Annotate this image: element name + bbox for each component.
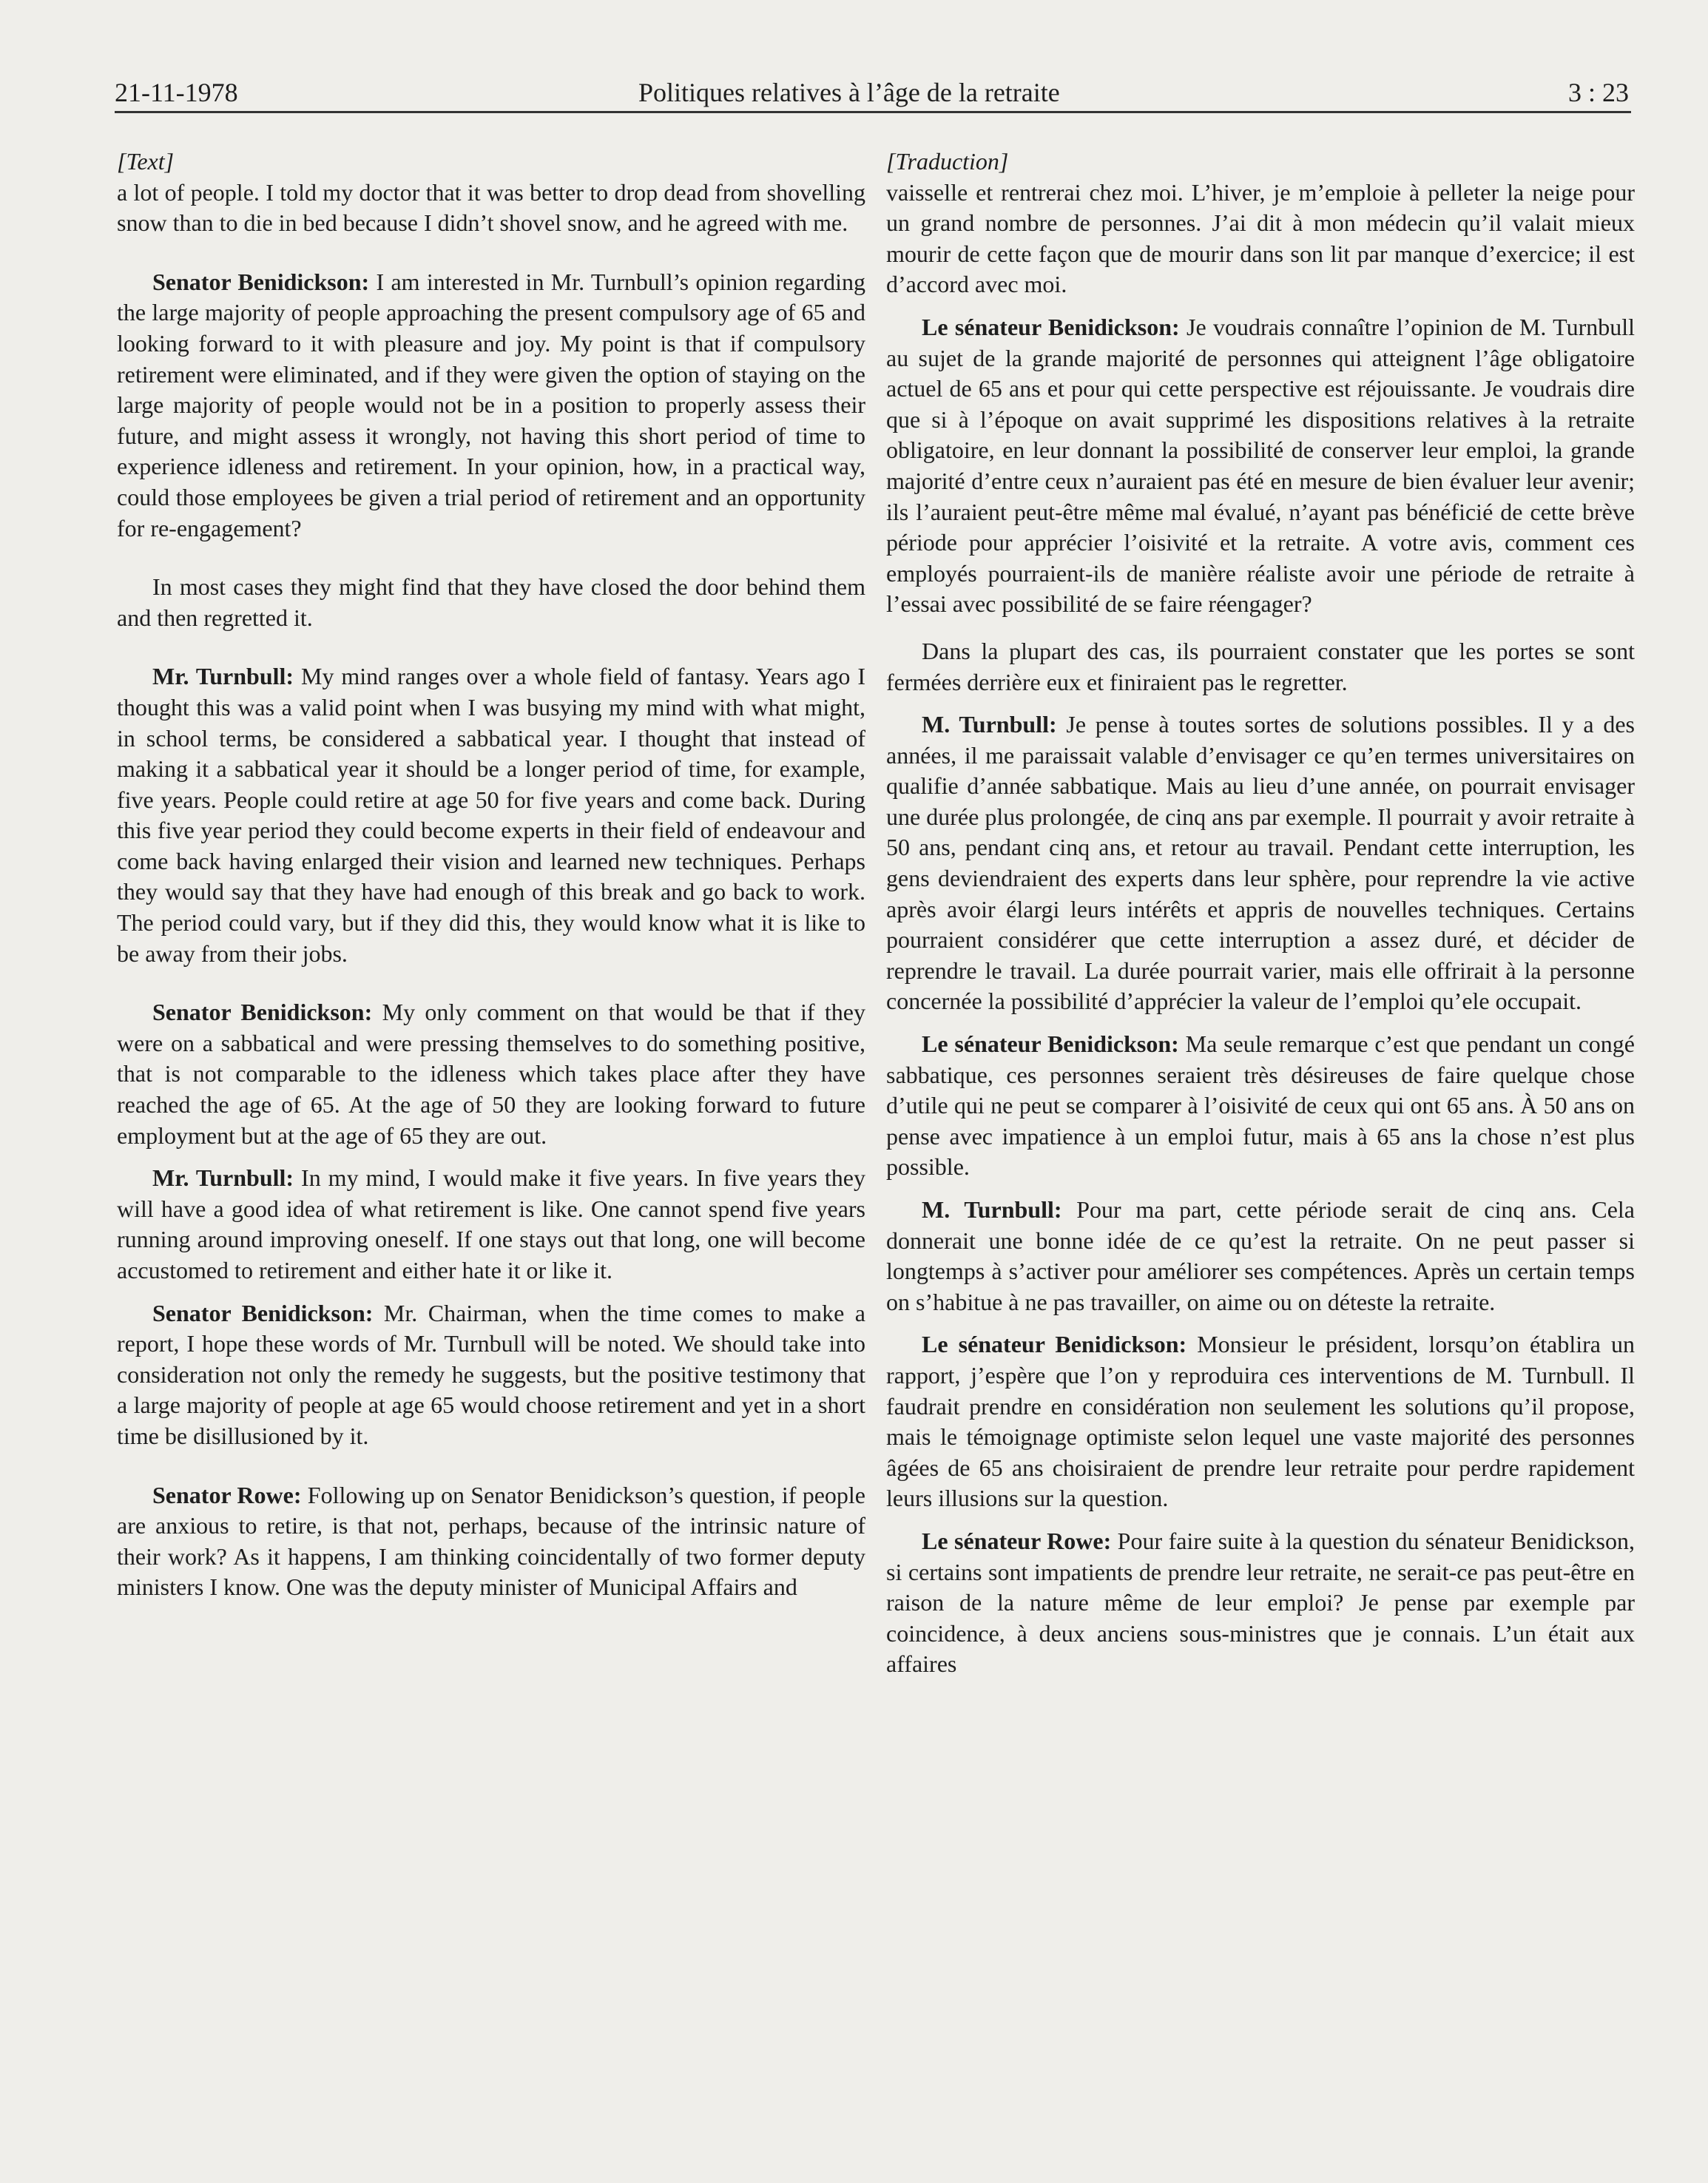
section-label-text: [Text] bbox=[117, 148, 175, 175]
paragraph: Le sénateur Benidickson: Monsieur le président, lorsqu’on établira un rapport, j’espère que l’on y reproduira ces interventions de M. Turnbull. Il faudrait prendre en considération non seulement les solutions qu’il propose, mais le témoignage optimiste selon lequel une vaste majorité des personnes âgées de 65 ans choisiraient de prendre leur retraite pour perdre rapidement leurs illusions sur la question. bbox=[886, 1331, 1635, 1512]
speaker-name: Senator Benidickson: bbox=[152, 1299, 374, 1326]
speaker-name: M. Turnbull: bbox=[922, 1196, 1062, 1223]
paragraph: Senator Benidickson: My only comment on that would be that if they were on a sabbatical and were pressing themselves to do something positive, that is not comparable to the idleness which takes place after they have reached the age of 65. At the age of 50 they are looking forward to future employment but at the age of 65 they are out. bbox=[117, 999, 866, 1149]
paragraph: Le sénateur Rowe: Pour faire suite à la question du sénateur Benidickson, si certains sont impatients de prendre leur retraite, ne serait-ce pas peut-être en raison de la nature même de leur emploi? Je pense par exemple par coincidence, à deux anciens sous-ministres que je connais. L’un était aux affaires bbox=[886, 1527, 1635, 1678]
speaker-name: Senator Benidickson: bbox=[152, 268, 370, 295]
paragraph: vaisselle et rentrerai chez moi. L’hiver, je m’emploie à pelleter la neige pour un grand nombre de personnes. J’ai dit à mon médecin qu’il valait mieux mourir de cette façon que de mourir dans son lit par manque d’exercice; il est d’accord avec moi. bbox=[886, 178, 1635, 298]
header-date: 21-11-1978 bbox=[115, 78, 238, 107]
section-label-text: [Traduction] bbox=[886, 148, 1009, 175]
speaker-name: Le sénateur Benidickson: bbox=[922, 1331, 1187, 1358]
paragraph: Le sénateur Benidickson: Je voudrais connaître l’opinion de M. Turnbull au sujet de la grande majorité de personnes qui atteignent l’âge obligatoire actuel de 65 ans et pour qui cette perspective est réjouissante. Je voudrais dire que si à l’époque on avait supprimé les dispositions relatives à la retraite obligatoire, en leur donnant la possibilité de conserver leur emploi, la grande majorité d’entre ceux n’auraient pas été en mesure de bien évaluer leur avenir; ils l’auraient peut-être même mal évalué, n’ayant pas bénéficié de cette brève période pour apprécier l’oisivité et la retraite. A votre avis, comment ces employés pourraient-ils de manière réaliste avoir une période de retraite à l’essai avec possibilité de se faire réengager? bbox=[886, 313, 1636, 618]
paragraph: Mr. Turnbull: My mind ranges over a whole field of fantasy. Years ago I thought this was a valid point when I was busying my mind with what might, in school terms, be considered a sabbatical year. I thought that instead of making it a sabbatical year it should be a longer period of time, for example, five years. People could retire at age 50 for five years and come back. During this five year period they could become experts in their field of endeavour and come back having enlarged their vision and learned new techniques. Perhaps they would say that they have had enough of this break and go back to work. The period could vary, but if they did this, they would know what it is like to be away from their jobs. bbox=[117, 663, 866, 967]
paragraph: Dans la plupart des cas, ils pourraient constater que les portes se sont fermées derrière eux et finiraient pas le regretter. bbox=[886, 637, 1635, 695]
speaker-name: Le sénateur Benidickson: bbox=[922, 313, 1180, 340]
speaker-name: Senator Benidickson: bbox=[152, 999, 373, 1026]
paragraph: M. Turnbull: Pour ma part, cette période serait de cinq ans. Cela donnerait une bonne idée de ce qu’est la retraite. On ne peut passer si longtemps à s’activer pour améliorer ses compétences. Après un certain temps on s’habitue à ne pas travailler, on aime ou on déteste la retraite. bbox=[886, 1196, 1636, 1315]
english-column bbox=[117, 146, 865, 1603]
paragraph: Mr. Turnbull: In my mind, I would make it five years. In five years they will have a good idea of what retirement is like. One cannot spend five years running around improving oneself. If one stays out that long, one will become accustomed to retirement and either hate it or like it. bbox=[117, 1164, 866, 1283]
speaker-name: Mr. Turnbull: bbox=[152, 663, 294, 690]
paragraph: Senator Benidickson: I am interested in Mr. Turnbull’s opinion regarding the large majority of people approaching the present compulsory age of 65 and looking forward to it with pleasure and joy. My point is that if compulsory retirement were eliminated, and if they were given the option of staying on the large majority of people would not be in a position to properly assess their future, and might assess it wrongly, not having this short period of time to experience idleness and retirement. In your opinion, how, in a practical way, could those employees be given a trial period of retirement and an opportunity for re-engagement? bbox=[117, 268, 866, 541]
paragraph: Senator Benidickson: Mr. Chairman, when the time comes to make a report, I hope these words of Mr. Turnbull will be noted. We should take into consideration not only the remedy he suggests, but the positive testimony that a large majority of people at age 65 would choose retirement and yet in a short time be disillusioned by it. bbox=[117, 1299, 866, 1449]
header-page-number: 3 : 23 bbox=[1567, 78, 1629, 107]
header-title: Politiques relatives à l’âge de la retraite bbox=[638, 78, 1060, 107]
speaker-name: Le sénateur Benidickson: bbox=[922, 1030, 1179, 1058]
paragraph: Senator Rowe: Following up on Senator Benidickson’s question, if people are anxious to retire, is that not, perhaps, because of the intrinsic nature of their work? As it happens, I am thinking coincidentally of two former deputy ministers I know. One was the deputy minister of Municipal Affairs and bbox=[117, 1481, 866, 1601]
paragraph: M. Turnbull: Je pense à toutes sortes de solutions possibles. Il y a des années, il me paraissait valable d’envisager ce qu’en termes universitaires on qualifie d’année sabbatique. Mais au lieu d’une année, on pourrait envisager une durée plus prolongée, de cinq ans par exemple. Il pourrait y avoir retraite à 50 ans, pendant cinq ans, et retour au travail. Pendant cette interruption, les gens deviendraient des experts dans leur sphère, pour reprendre la vie active après avoir élargi leurs intérêts et appris de nouvelles techniques. Certains pourraient considérer que cette interruption a assez duré, et décider de reprendre le travail. La durée pourrait varier, mais elle offrirait à la personne concernée la possibilité d’apprécier la valeur de l’emploi qu’ele occupait. bbox=[886, 711, 1636, 1015]
speaker-name: Senator Rowe: bbox=[152, 1481, 302, 1508]
paragraph: Le sénateur Benidickson: Ma seule remarque c’est que pendant un congé sabbatique, ces personnes seraient très désireuses de faire quelque chose d’utile qui ne peut se comparer à l’oisivité de ceux qui ont 65 ans. À 50 ans on pense avec impatience à un emploi futur, mais à 65 ans la chose n’est plus possible. bbox=[886, 1030, 1635, 1181]
speaker-name: Le sénateur Rowe: bbox=[922, 1527, 1112, 1554]
paragraph: a lot of people. I told my doctor that it was better to drop dead from shovelling snow than to die in bed because I didn’t shovel snow, and he agreed with me. bbox=[117, 178, 865, 237]
speaker-name: M. Turnbull: bbox=[922, 711, 1057, 738]
page-header bbox=[115, 71, 1631, 113]
french-column bbox=[886, 146, 1635, 1680]
speaker-name: Mr. Turnbull: bbox=[152, 1164, 294, 1192]
paragraph: In most cases they might find that they have closed the door behind them and then regretted it. bbox=[117, 573, 865, 631]
